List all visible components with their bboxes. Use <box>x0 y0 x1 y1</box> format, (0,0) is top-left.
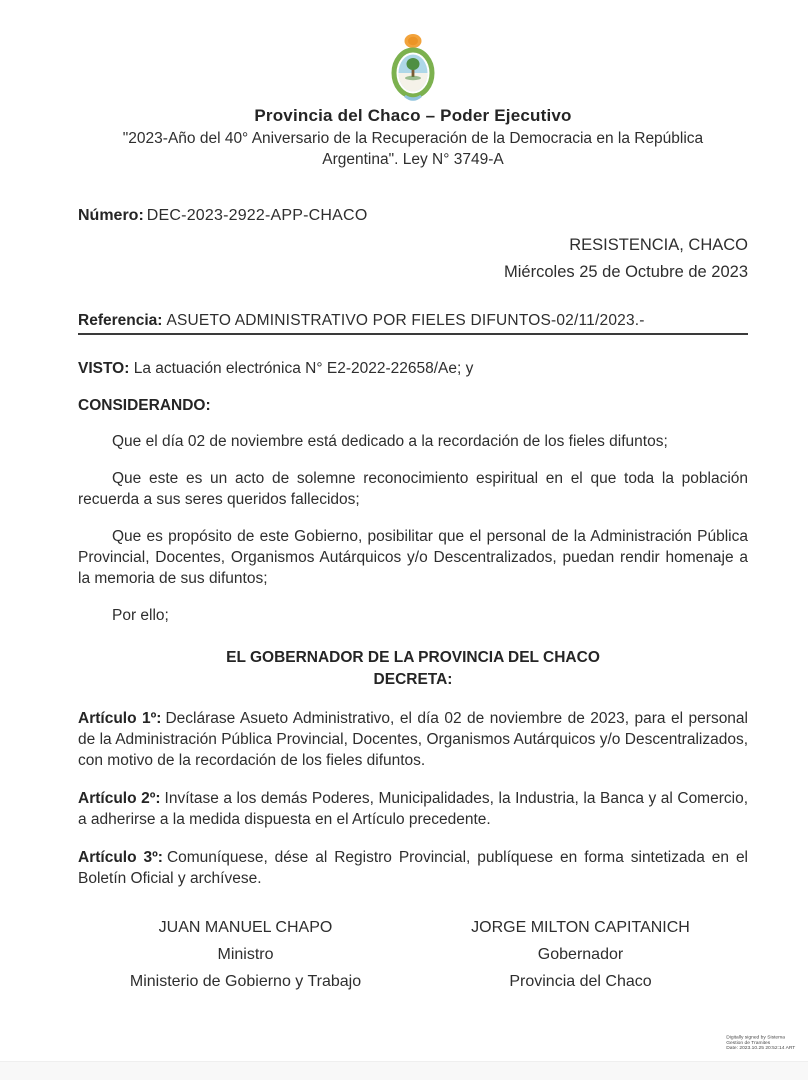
article-3 <box>78 847 748 889</box>
decree-heading <box>78 647 748 691</box>
consideration-paragraph: Que este es un acto de solemne reconocimiento espiritual en el que toda la población recuerda a sus seres queridos fallecidos; <box>78 470 748 508</box>
decree-heading-line2: DECRETA: <box>373 671 453 688</box>
governor-name: JORGE MILTON CAPITANICH <box>471 919 690 936</box>
governor-role: Gobernador <box>537 946 624 963</box>
minister-name: JUAN MANUEL CHAPO <box>158 919 333 936</box>
minister-role: Ministro <box>217 946 274 963</box>
governor-org: Provincia del Chaco <box>509 973 652 990</box>
article-2-text: Invítase a los demás Poderes, Municipalidades, la Industria, la Banca y al Comercio, a adherirse a la medida dispuesta en el Artículo precedente. <box>78 790 748 828</box>
stamp-line1: Digitally signed by Sistema <box>726 1035 785 1040</box>
org-title: Provincia del Chaco – Poder Ejecutivo <box>254 106 572 125</box>
signature-minister <box>78 914 413 995</box>
footer-strip <box>0 1061 808 1080</box>
digital-signature-stamp <box>726 1035 800 1051</box>
year-legend: "2023-Año del 40° Aniversario de la Recuperación de la Democracia en la República Argentina". Ley N° 3749-A <box>122 130 704 168</box>
por-ello-line: Por ello; <box>112 607 169 624</box>
article-3-text: Comuníquese, dése al Registro Provincial, publíquese en forma sintetizada en el Boletín Oficial y archívese. <box>78 849 749 887</box>
place-line: RESISTENCIA, CHACO <box>569 236 748 254</box>
numero-label: Número: <box>78 207 144 224</box>
shield-oval <box>399 55 428 92</box>
referencia-line <box>78 312 748 335</box>
referencia-label: Referencia: <box>78 312 163 329</box>
signature-section <box>78 914 748 995</box>
decree-number-row <box>78 207 748 225</box>
date-line: Miércoles 25 de Octubre de 2023 <box>504 263 748 281</box>
stamp-line2: Gestion de Tramites <box>726 1040 771 1046</box>
stamp-line3: Date: 2023.10.25 20:52:14 ART <box>726 1045 796 1051</box>
visto-text: La actuación electrónica N° E2-2022-22658/Ae; y <box>133 360 474 377</box>
considerando-label: CONSIDERANDO: <box>78 397 211 414</box>
sun-icon <box>405 34 422 48</box>
article-3-label: Artículo 3º: <box>78 849 163 866</box>
decree-heading-line1: EL GOBERNADOR DE LA PROVINCIA DEL CHACO <box>226 649 600 666</box>
consideration-paragraph: Que el día 02 de noviembre está dedicado a la recordación de los fieles difuntos; <box>112 433 668 450</box>
place-date-block <box>78 232 748 286</box>
article-1-text: Declárase Asueto Administrativo, el día 02 de noviembre de 2023, para el personal de la Administración Pública Provincial, Docentes, Organismos Autárquicos y/o Descentralizados, con motivo de la recordación de los fieles difuntos. <box>78 710 748 769</box>
minister-org: Ministerio de Gobierno y Trabajo <box>129 973 362 990</box>
consideration-paragraph: Que es propósito de este Gobierno, posibilitar que el personal de la Administración Pública Provincial, Docentes, Organismos Autárquicos y/o Descentralizados, puedan rendir homenaje a la memoria de sus difuntos; <box>78 528 748 587</box>
article-1 <box>78 708 748 771</box>
visto-label: VISTO: <box>78 360 130 377</box>
article-2-label: Artículo 2º: <box>78 790 161 807</box>
referencia-text: ASUETO ADMINISTRATIVO POR FIELES DIFUNTOS-02/11/2023.- <box>166 312 645 329</box>
article-2 <box>78 788 748 830</box>
visto-line <box>78 358 748 379</box>
numero-value: DEC-2023-2922-APP-CHACO <box>146 207 368 224</box>
article-1-label: Artículo 1º: <box>78 710 162 727</box>
signature-governor <box>413 914 748 995</box>
chaco-coat-of-arms <box>381 33 445 101</box>
